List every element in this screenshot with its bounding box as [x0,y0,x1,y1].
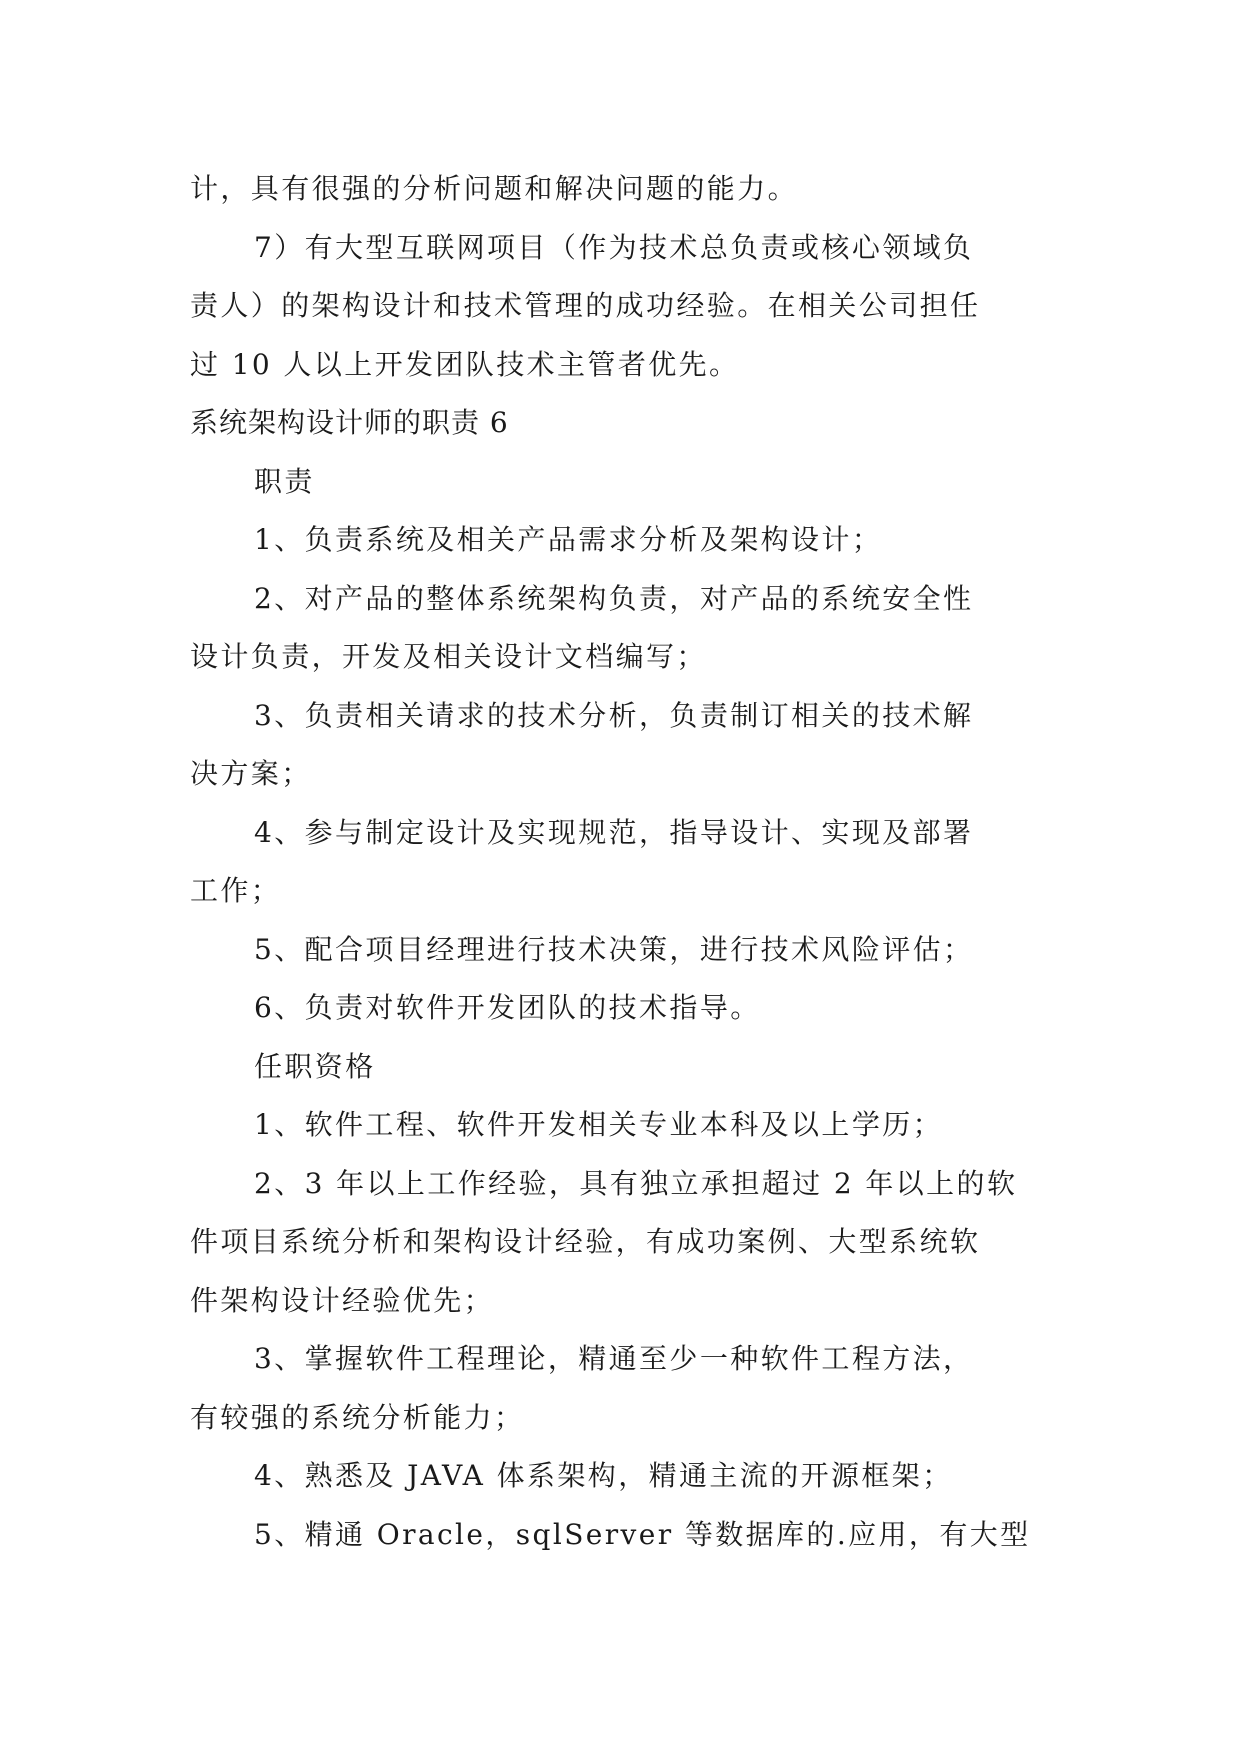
text-line: 3、掌握软件工程理论，精通至少一种软件工程方法， [254,1342,974,1375]
text-line: 2、对产品的整体系统架构负责，对产品的系统安全性 [254,581,974,615]
text-line: 工作； [190,874,282,907]
text-line: 1、软件工程、软件开发相关专业本科及以上学历； [254,1108,944,1141]
text-line: 设计负责，开发及相关设计文档编写； [190,640,707,673]
section-heading: 系统架构设计师的职责 6 [190,406,509,439]
text-line: 责人）的架构设计和技术管理的成功经验。在相关公司担任 [190,289,981,322]
text-line: 5、配合项目经理进行技术决策，进行技术风险评估； [254,932,974,966]
text-line: 4、熟悉及 JAVA 体系架构，精通主流的开源框架； [254,1459,953,1492]
text-line: 有较强的系统分析能力； [190,1400,525,1434]
text-line: 7）有大型互联网项目（作为技术总负责或核心领域负 [254,230,974,264]
text-line: 3、负责相关请求的技术分析，负责制订相关的技术解 [254,698,974,732]
text-line: 4、参与制定设计及实现规范，指导设计、实现及部署 [254,815,974,849]
text-line: 计，具有很强的分析问题和解决问题的能力。 [190,172,799,205]
text-line: 6、负责对软件开发团队的技术指导。 [254,991,761,1024]
text-line: 1、负责系统及相关产品需求分析及架构设计； [254,523,883,556]
text-line: 2、3 年以上工作经验，具有独立承担超过 2 年以上的软 [254,1166,1018,1200]
text-line: 件项目系统分析和架构设计经验，有成功案例、大型系统软 [190,1225,981,1258]
subsection-heading-duties: 职责 [254,464,315,498]
text-line: 件架构设计经验优先； [190,1283,495,1317]
text-line: 决方案； [190,757,312,790]
subsection-heading-qualifications: 任职资格 [254,1049,376,1083]
document-body [190,160,1056,1564]
text-line: 5、精通 Oracle，sqlServer 等数据库的.应用，有大型 [254,1517,1031,1551]
text-line: 过 10 人以上开发团队技术主管者优先。 [190,347,740,381]
